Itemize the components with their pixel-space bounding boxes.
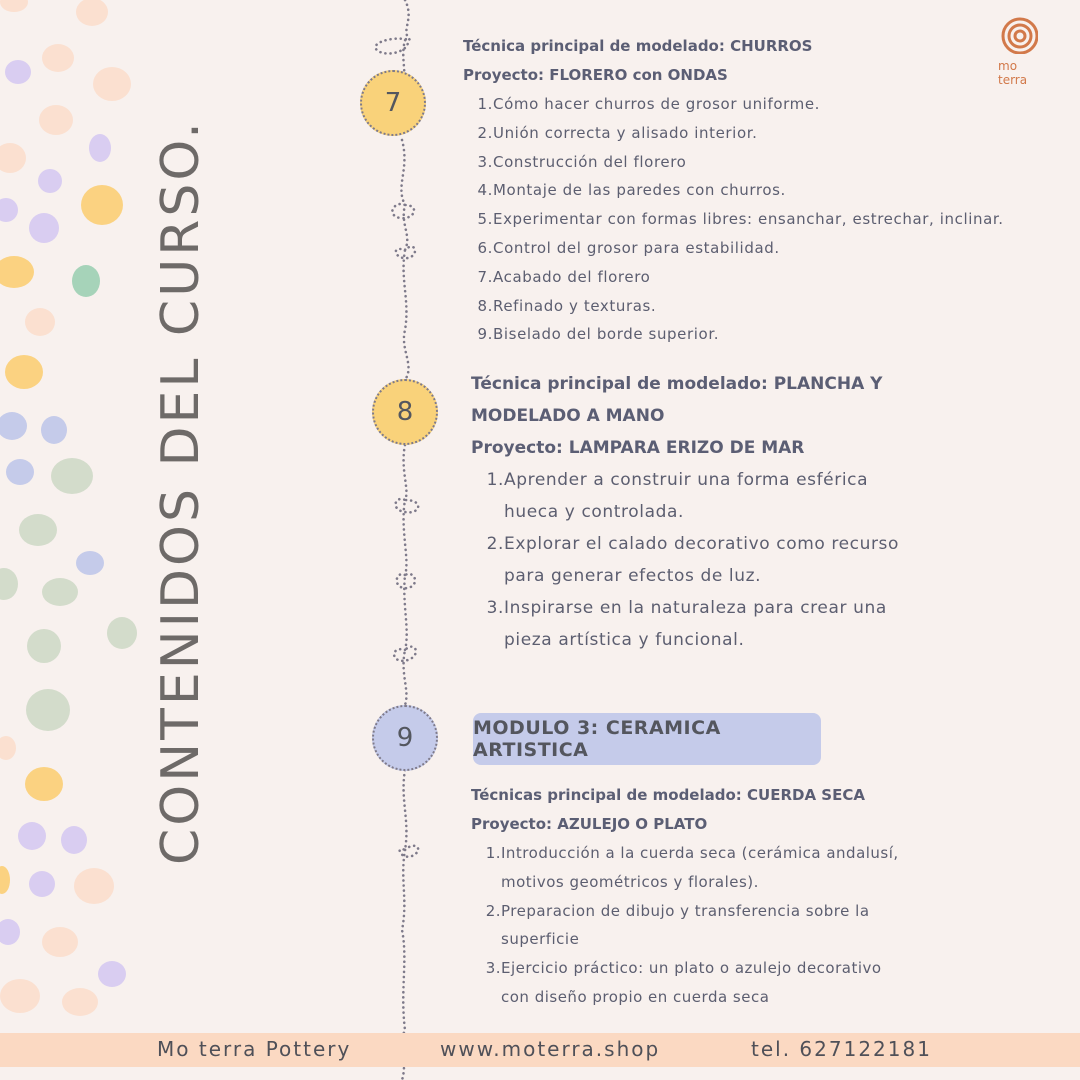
footer-brand-name: Mo terra Pottery xyxy=(157,1037,352,1061)
section-7 xyxy=(463,32,1004,349)
section-7-tecnica: Técnica principal de modelado: CHURROS xyxy=(463,37,813,55)
page-title: CONTENIDOS DEL CURSO. xyxy=(151,119,211,865)
module-3-badge: MODULO 3: CERAMICA ARTISTICA xyxy=(473,713,821,765)
step-8-circle: 8 xyxy=(372,379,438,445)
section-8-tecnica-line1: Técnica principal de modelado: PLANCHA Y xyxy=(471,374,883,394)
timeline-line xyxy=(360,0,450,1080)
list-item: 7. Acabado del florero xyxy=(477,267,651,286)
step-9-circle: 9 xyxy=(372,705,438,771)
section-8 xyxy=(471,368,915,656)
list-item: 3. Ejercicio práctico: un plato o azulejo decorativo con diseño propio en cuerda seca xyxy=(485,959,882,1006)
list-item: 2. Preparacion de dibujo y transferencia sobre la superficie xyxy=(485,901,870,949)
list-item: 2. Explorar el calado decorativo como recurso para generar efectos de luz. xyxy=(486,534,900,586)
decorative-dots xyxy=(0,0,150,1080)
list-item: 5. Experimentar con formas libres: ensanchar, estrechar, inclinar. xyxy=(477,210,1004,229)
step-7-circle: 7 xyxy=(360,70,426,136)
brand-logo xyxy=(998,10,1058,90)
section-8-tecnica-line2: MODELADO A MANO xyxy=(471,406,665,426)
list-item: 1. Introducción a la cuerda seca (cerámica andalusí, motivos geométricos y florales). xyxy=(485,844,899,891)
footer-phone[interactable]: tel. 627122181 xyxy=(751,1037,932,1061)
section-7-list xyxy=(477,90,1004,349)
section-9 xyxy=(471,781,905,1012)
list-item: 3. Inspirarse en la naturaleza para crear una pieza artística y funcional. xyxy=(486,598,887,650)
section-9-list xyxy=(485,839,905,1012)
list-item: 1. Cómo hacer churros de grosor uniforme. xyxy=(477,95,821,113)
footer-website-link[interactable]: www.moterra.shop xyxy=(440,1037,661,1061)
spiral-icon xyxy=(998,10,1038,54)
list-item: 8. Refinado y texturas. xyxy=(477,296,657,315)
list-item: 9. Biselado del borde superior. xyxy=(477,325,720,344)
section-7-proyecto: Proyecto: FLORERO con ONDAS xyxy=(463,66,728,84)
list-item: 6. Control del grosor para estabilidad. xyxy=(477,238,780,257)
section-8-proyecto: Proyecto: LAMPARA ERIZO DE MAR xyxy=(471,438,805,458)
logo-text-line2: terra xyxy=(998,73,1028,87)
footer-bar xyxy=(0,1033,1080,1067)
section-8-list xyxy=(485,464,915,656)
list-item: 3. Construcción del florero xyxy=(477,152,687,171)
list-item: 2. Unión correcta y alisado interior. xyxy=(477,123,758,142)
logo-text-line1: mo xyxy=(998,59,1018,73)
list-item: 4. Montaje de las paredes con churros. xyxy=(477,181,786,200)
section-9-proyecto: Proyecto: AZULEJO O PLATO xyxy=(471,815,708,833)
section-9-tecnica: Técnicas principal de modelado: CUERDA SECA xyxy=(471,786,865,804)
list-item: 1. Aprender a construir una forma esférica hueca y controlada. xyxy=(486,470,869,522)
